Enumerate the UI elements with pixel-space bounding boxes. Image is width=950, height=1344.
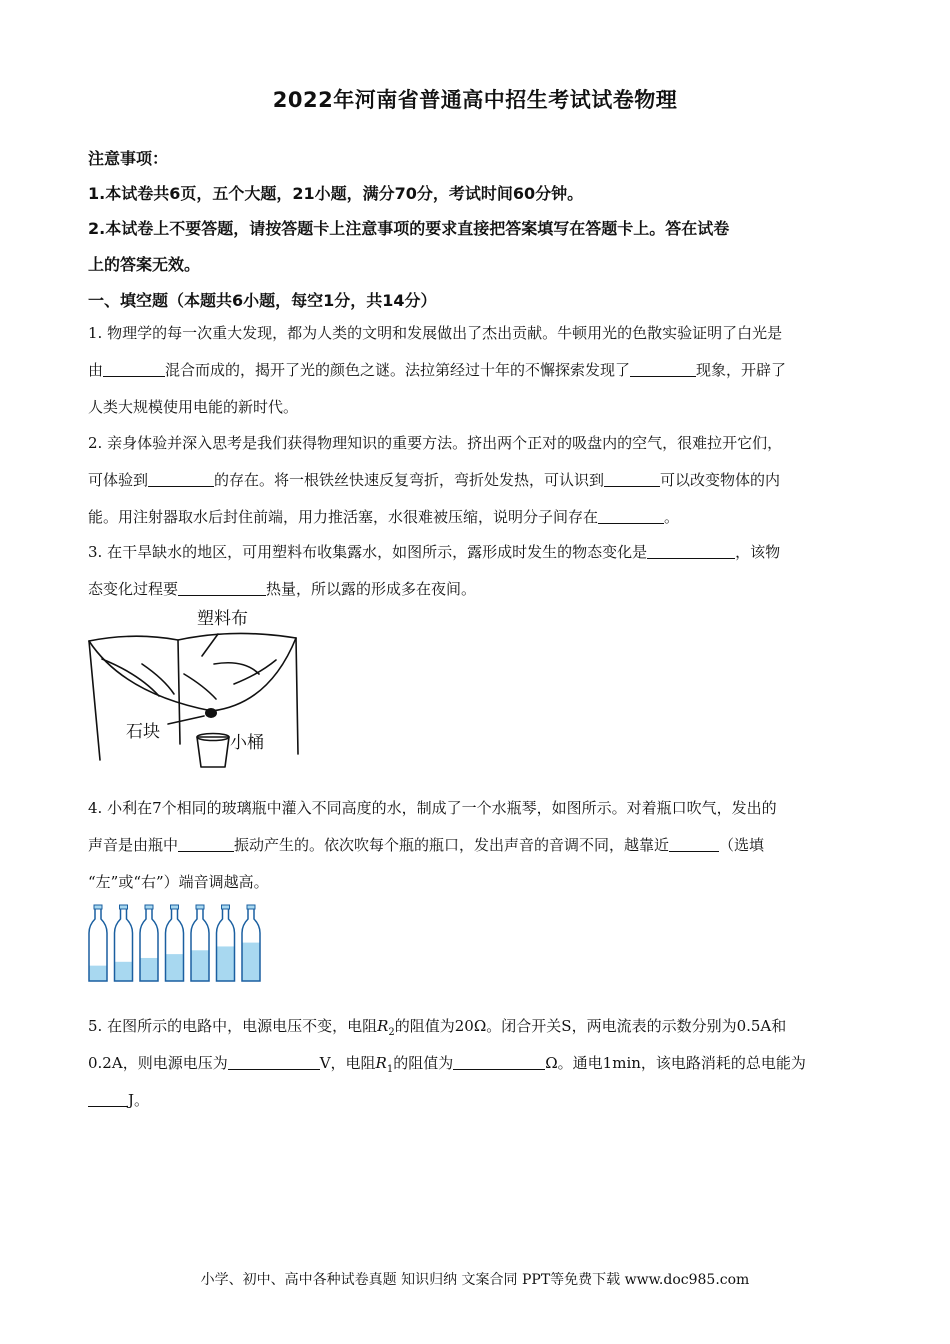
footer: 小学、初中、高中各种试卷真题 知识归纳 文案合同 PPT等免费下载 www.doc985.com <box>200 1272 750 1288</box>
q5-text-c: 0.2A，则电源电压为 <box>88 1054 228 1072</box>
q3-text-a: 3. 在干旱缺水的地区，可用塑料布收集露水，如图所示，露形成时发生的物态变化是 <box>88 543 648 561</box>
q2-line2 <box>88 469 780 490</box>
bucket-shape <box>197 737 229 767</box>
q5-text-e: 的阻值为 <box>393 1054 454 1072</box>
q3-blank-1[interactable] <box>647 544 735 559</box>
q4-text-c: （选填 <box>719 836 765 854</box>
q1-text-c: 现象，开辟了 <box>696 361 787 379</box>
q5-blank-1[interactable] <box>228 1055 320 1070</box>
q5-line2 <box>88 1052 806 1075</box>
q2-text-d: 能。用注射器取水后封住前端，用力推活塞，水很难被压缩，说明分子间存在 <box>88 508 599 526</box>
q1-text-a: 由 <box>88 361 104 379</box>
bottle-water-5 <box>191 950 209 981</box>
stone-dot <box>205 708 217 718</box>
q2-blank-2[interactable] <box>604 472 660 487</box>
bottle-water-1 <box>89 966 107 981</box>
q4-line1: 4. 小利在7个相同的玻璃瓶中灌入不同高度的水，制成了一个水瓶琴，如图所示。对着瓶口吹气，发出的 <box>88 799 777 817</box>
bottle-2 <box>115 905 133 981</box>
plastic-leader <box>202 634 218 656</box>
q4-line3: “左”或“右”）端音调越高。 <box>88 873 269 891</box>
q5-line3 <box>88 1089 149 1110</box>
bottle-mouth-3 <box>145 905 153 909</box>
q1-line1: 1. 物理学的每一次重大发现，都为人类的文明和发展做出了杰出贡献。牛顿用光的色散实验证明了白光是 <box>88 324 783 342</box>
bottle-water-2 <box>115 962 133 981</box>
bottle-water-7 <box>242 943 260 981</box>
q4-blank-2[interactable] <box>669 837 719 852</box>
stone-leader <box>168 716 204 724</box>
bottle-mouth-1 <box>94 905 102 909</box>
label-stone: 石块 <box>126 722 160 742</box>
q3-text-b: ，该物 <box>735 543 781 561</box>
q5-r1-sub: 1 <box>386 1064 394 1075</box>
q5-text-f: Ω。通电1min，该电路消耗的总电能为 <box>545 1054 806 1072</box>
q1-blank-2[interactable] <box>630 362 696 377</box>
q1-line2 <box>88 359 786 380</box>
bottle-6 <box>217 905 235 981</box>
bottle-mouth-7 <box>247 905 255 909</box>
q1-blank-1[interactable] <box>103 362 165 377</box>
q5-blank-2[interactable] <box>453 1055 545 1070</box>
water-bottles-figure <box>86 903 266 985</box>
q4-text-b: 振动产生的。依次吹每个瓶的瓶口，发出声音的音调不同，越靠近 <box>234 836 670 854</box>
bottle-water-6 <box>217 946 235 981</box>
pole-left <box>89 641 100 760</box>
bottle-mouth-2 <box>120 905 128 909</box>
notice-item-2a: 2.本试卷上不要答题，请按答题卡上注意事项的要求直接把答案填写在答题卡上。答在试卷 <box>88 219 730 238</box>
q3-line1 <box>88 541 780 562</box>
q5-text-a: 5. 在图所示的电路中，电源电压不变，电阻 <box>88 1017 378 1035</box>
q1-line3: 人类大规模使用电能的新时代。 <box>88 398 299 416</box>
q5-text-b: 的阻值为20Ω。闭合开关S，两电流表的示数分别为0.5A和 <box>394 1017 787 1035</box>
q3-line2 <box>88 578 476 599</box>
bottle-3 <box>140 905 158 981</box>
q1-text-b: 混合而成的，揭开了光的颜色之谜。法拉第经过十年的不懈探索发现了 <box>165 361 631 379</box>
q4-line2 <box>88 834 764 855</box>
label-bucket: 小桶 <box>230 733 264 753</box>
q2-text-a: 可体验到 <box>88 471 149 489</box>
q3-blank-2[interactable] <box>178 581 266 596</box>
q2-text-b: 的存在。将一根铁丝快速反复弯折，弯折处发热，可认识到 <box>214 471 605 489</box>
pole-middle <box>178 640 180 744</box>
q3-text-d: 热量，所以露的形成多在夜间。 <box>266 580 477 598</box>
label-plastic: 塑料布 <box>197 609 248 629</box>
bottle-mouth-4 <box>171 905 179 909</box>
q5-text-g: J。 <box>128 1091 150 1109</box>
q2-line1: 2. 亲身体验并深入思考是我们获得物理知识的重要方法。挤出两个正对的吸盘内的空气，很难拉开它们， <box>88 434 783 452</box>
q5-blank-3[interactable] <box>88 1092 128 1107</box>
q2-blank-3[interactable] <box>598 509 664 524</box>
bottle-water-3 <box>140 958 158 981</box>
notice-item-2b: 上的答案无效。 <box>88 255 201 274</box>
bottle-7 <box>242 905 260 981</box>
q5-r2-symbol: R <box>377 1017 389 1035</box>
section-heading: 一、填空题（本题共6小题，每空1分，共14分） <box>88 291 437 310</box>
bottle-mouth-6 <box>222 905 230 909</box>
dew-collection-figure <box>84 604 314 774</box>
pole-right <box>296 638 298 754</box>
bottle-mouth-5 <box>196 905 204 909</box>
q5-r1-symbol: R <box>375 1054 387 1072</box>
q2-text-c: 可以改变物体的内 <box>660 471 781 489</box>
notice-item-1: 1.本试卷共6页，五个大题，21小题，满分70分，考试时间60分钟。 <box>88 184 584 203</box>
bottle-4 <box>166 905 184 981</box>
q4-text-a: 声音是由瓶中 <box>88 836 179 854</box>
sheet-top-edge <box>89 633 296 641</box>
q3-text-c: 态变化过程要 <box>88 580 179 598</box>
q2-text-e: 。 <box>664 508 680 526</box>
notice-heading: 注意事项： <box>88 149 169 168</box>
sheet-bottom-edge <box>89 638 296 711</box>
bottle-water-4 <box>166 954 184 981</box>
q5-text-d: V，电阻 <box>319 1054 376 1072</box>
q4-blank-1[interactable] <box>178 837 234 852</box>
q5-r2-sub: 2 <box>388 1027 395 1038</box>
q2-line3 <box>88 506 679 527</box>
bottle-5 <box>191 905 209 981</box>
page-title: 2022年河南省普通高中招生考试试卷物理 <box>272 88 678 112</box>
bottle-1 <box>89 905 107 981</box>
q5-line1 <box>88 1015 786 1038</box>
q2-blank-1[interactable] <box>148 472 214 487</box>
